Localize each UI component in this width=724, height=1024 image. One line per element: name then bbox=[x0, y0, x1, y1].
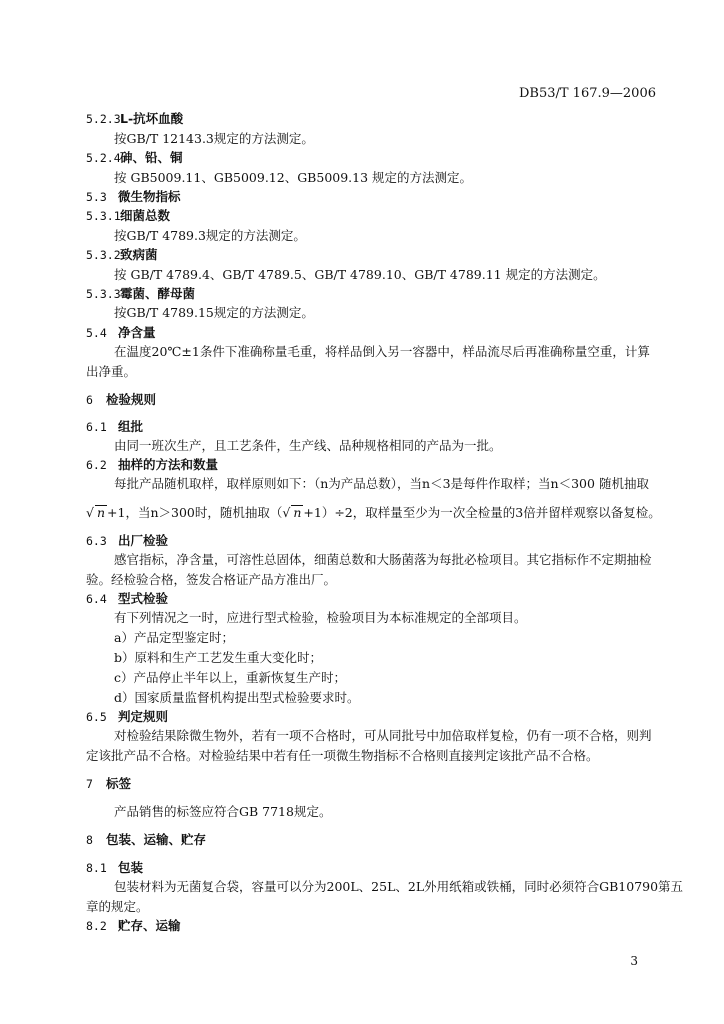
section-5-2-3-heading bbox=[86, 109, 183, 129]
list-item: b）原料和生产工艺发生重大变化时； bbox=[114, 650, 323, 665]
section-5-4-heading bbox=[86, 323, 156, 343]
section-title: 判定规则 bbox=[118, 709, 169, 724]
paragraph: 按GB/T 12143.3规定的方法测定。 bbox=[114, 131, 314, 146]
page-number: 3 bbox=[630, 954, 638, 968]
paragraph: 按 GB/T 4789.4、GB/T 4789.5、GB/T 4789.10、GB/T 4789.11 规定的方法测定。 bbox=[114, 267, 606, 282]
section-number: 8 bbox=[86, 833, 93, 847]
section-number: 6.1 bbox=[86, 420, 107, 434]
paragraph: 有下列情况之一时，应进行型式检验，检验项目为本标准规定的全部项目。 bbox=[114, 610, 527, 625]
section-8-heading bbox=[86, 830, 206, 850]
section-6-1-heading bbox=[86, 417, 143, 437]
section-5-3-3-heading bbox=[86, 284, 195, 304]
paragraph: 感官指标，净含量，可溶性总固体，细菌总数和大肠菌落为每批必检项目。其它指标作不定期抽检 bbox=[114, 552, 652, 567]
paragraph-continuation: 出净重。 bbox=[86, 364, 137, 379]
section-5-3-heading bbox=[86, 187, 181, 207]
paragraph: 按 GB5009.11、GB5009.12、GB5009.13 规定的方法测定。 bbox=[114, 170, 473, 185]
section-title: 包装、运输、贮存 bbox=[106, 832, 207, 847]
section-number: 6.2 bbox=[86, 458, 107, 472]
section-5-3-1-heading bbox=[86, 206, 170, 226]
section-number: 5.3.3 bbox=[86, 287, 121, 301]
section-number: 8.2 bbox=[86, 919, 107, 933]
section-title: 型式检验 bbox=[118, 591, 169, 606]
section-5-3-2-heading bbox=[86, 245, 158, 265]
document-code: DB53/T 167.9—2006 bbox=[518, 86, 656, 101]
formula-text: +1）÷2，取样量至少为一次全检量的3倍并留样观察以备复检。 bbox=[303, 505, 661, 520]
section-title: 微生物指标 bbox=[118, 189, 181, 204]
section-6-heading bbox=[86, 390, 156, 410]
section-number: 5.2.3 bbox=[86, 112, 121, 126]
section-5-2-4-heading bbox=[86, 148, 183, 168]
section-title: 组批 bbox=[118, 419, 144, 434]
section-6-3-heading bbox=[86, 531, 168, 551]
paragraph: 按GB/T 4789.15规定的方法测定。 bbox=[114, 305, 314, 320]
paragraph: 由同一班次生产，且工艺条件，生产线、品种规格相同的产品为一批。 bbox=[114, 438, 502, 453]
paragraph: 在温度20℃±1条件下准确称量毛重，将样品倒入另一容器中，样品流尽后再准确称量空重，计算 bbox=[114, 344, 650, 359]
section-number: 6.4 bbox=[86, 592, 107, 606]
section-number: 6.5 bbox=[86, 710, 107, 724]
section-title: 贮存、运输 bbox=[118, 918, 181, 933]
paragraph-formula-line bbox=[86, 503, 661, 523]
sqrt-operand: n bbox=[96, 505, 106, 520]
section-number: 5.3.1 bbox=[86, 209, 121, 223]
section-8-1-heading bbox=[86, 858, 143, 878]
section-number: 5.2.4 bbox=[86, 151, 121, 165]
section-title: 霉菌、酵母菌 bbox=[120, 286, 196, 301]
list-item: c）产品停止半年以上，重新恢复生产时； bbox=[114, 670, 347, 685]
section-6-2-heading bbox=[86, 455, 218, 475]
section-number: 6.3 bbox=[86, 534, 107, 548]
paragraph: 每批产品随机取样，取样原则如下：（n为产品总数），当n＜3是每件作取样；当n＜300 随机抽取 bbox=[114, 476, 649, 491]
section-number: 8.1 bbox=[86, 861, 107, 875]
paragraph-continuation: 验。经检验合格，签发合格证产品方准出厂。 bbox=[86, 572, 337, 587]
section-title: 包装 bbox=[118, 860, 144, 875]
sqrt-symbol: √ bbox=[282, 505, 291, 520]
paragraph: 对检验结果除微生物外，若有一项不合格时，可从同批号中加倍取样复检，仍有一项不合格，则判 bbox=[114, 728, 652, 743]
paragraph: 按GB/T 4789.3规定的方法测定。 bbox=[114, 228, 306, 243]
section-title: 砷、铅、铜 bbox=[120, 150, 183, 165]
list-item: a）产品定型鉴定时； bbox=[114, 630, 234, 645]
section-title: 检验规则 bbox=[106, 392, 157, 407]
paragraph-continuation: 定该批产品不合格。对检验结果中若有任一项微生物指标不合格则直接判定该批产品不合格。 bbox=[86, 748, 599, 763]
section-title: 标签 bbox=[106, 776, 132, 791]
formula-text: +1，当n＞300时，随机抽取（ bbox=[107, 505, 283, 520]
sqrt-symbol: √ bbox=[86, 505, 94, 520]
section-6-4-heading bbox=[86, 589, 168, 609]
paragraph: 产品销售的标签应符合GB 7718规定。 bbox=[114, 804, 332, 819]
section-number: 7 bbox=[86, 777, 93, 791]
paragraph: 包装材料为无菌复合袋，容量可以分为200L、25L、2L外用纸箱或铁桶，同时必须符合GB10790第五 bbox=[114, 879, 684, 894]
section-title: L-抗坏血酸 bbox=[120, 111, 184, 126]
section-title: 细菌总数 bbox=[120, 208, 171, 223]
section-8-2-heading bbox=[86, 916, 181, 936]
section-title: 出厂检验 bbox=[118, 533, 169, 548]
section-title: 致病菌 bbox=[120, 247, 158, 262]
sqrt-operand: n bbox=[293, 505, 302, 520]
section-number: 5.4 bbox=[86, 326, 107, 340]
paragraph-continuation: 章的规定。 bbox=[86, 899, 149, 914]
section-number: 6 bbox=[86, 393, 93, 407]
section-title: 净含量 bbox=[118, 325, 156, 340]
section-number: 5.3.2 bbox=[86, 248, 121, 262]
section-6-5-heading bbox=[86, 707, 168, 727]
section-7-heading bbox=[86, 774, 131, 794]
section-number: 5.3 bbox=[86, 190, 107, 204]
list-item: d）国家质量监督机构提出型式检验要求时。 bbox=[114, 690, 360, 705]
section-title: 抽样的方法和数量 bbox=[118, 457, 219, 472]
